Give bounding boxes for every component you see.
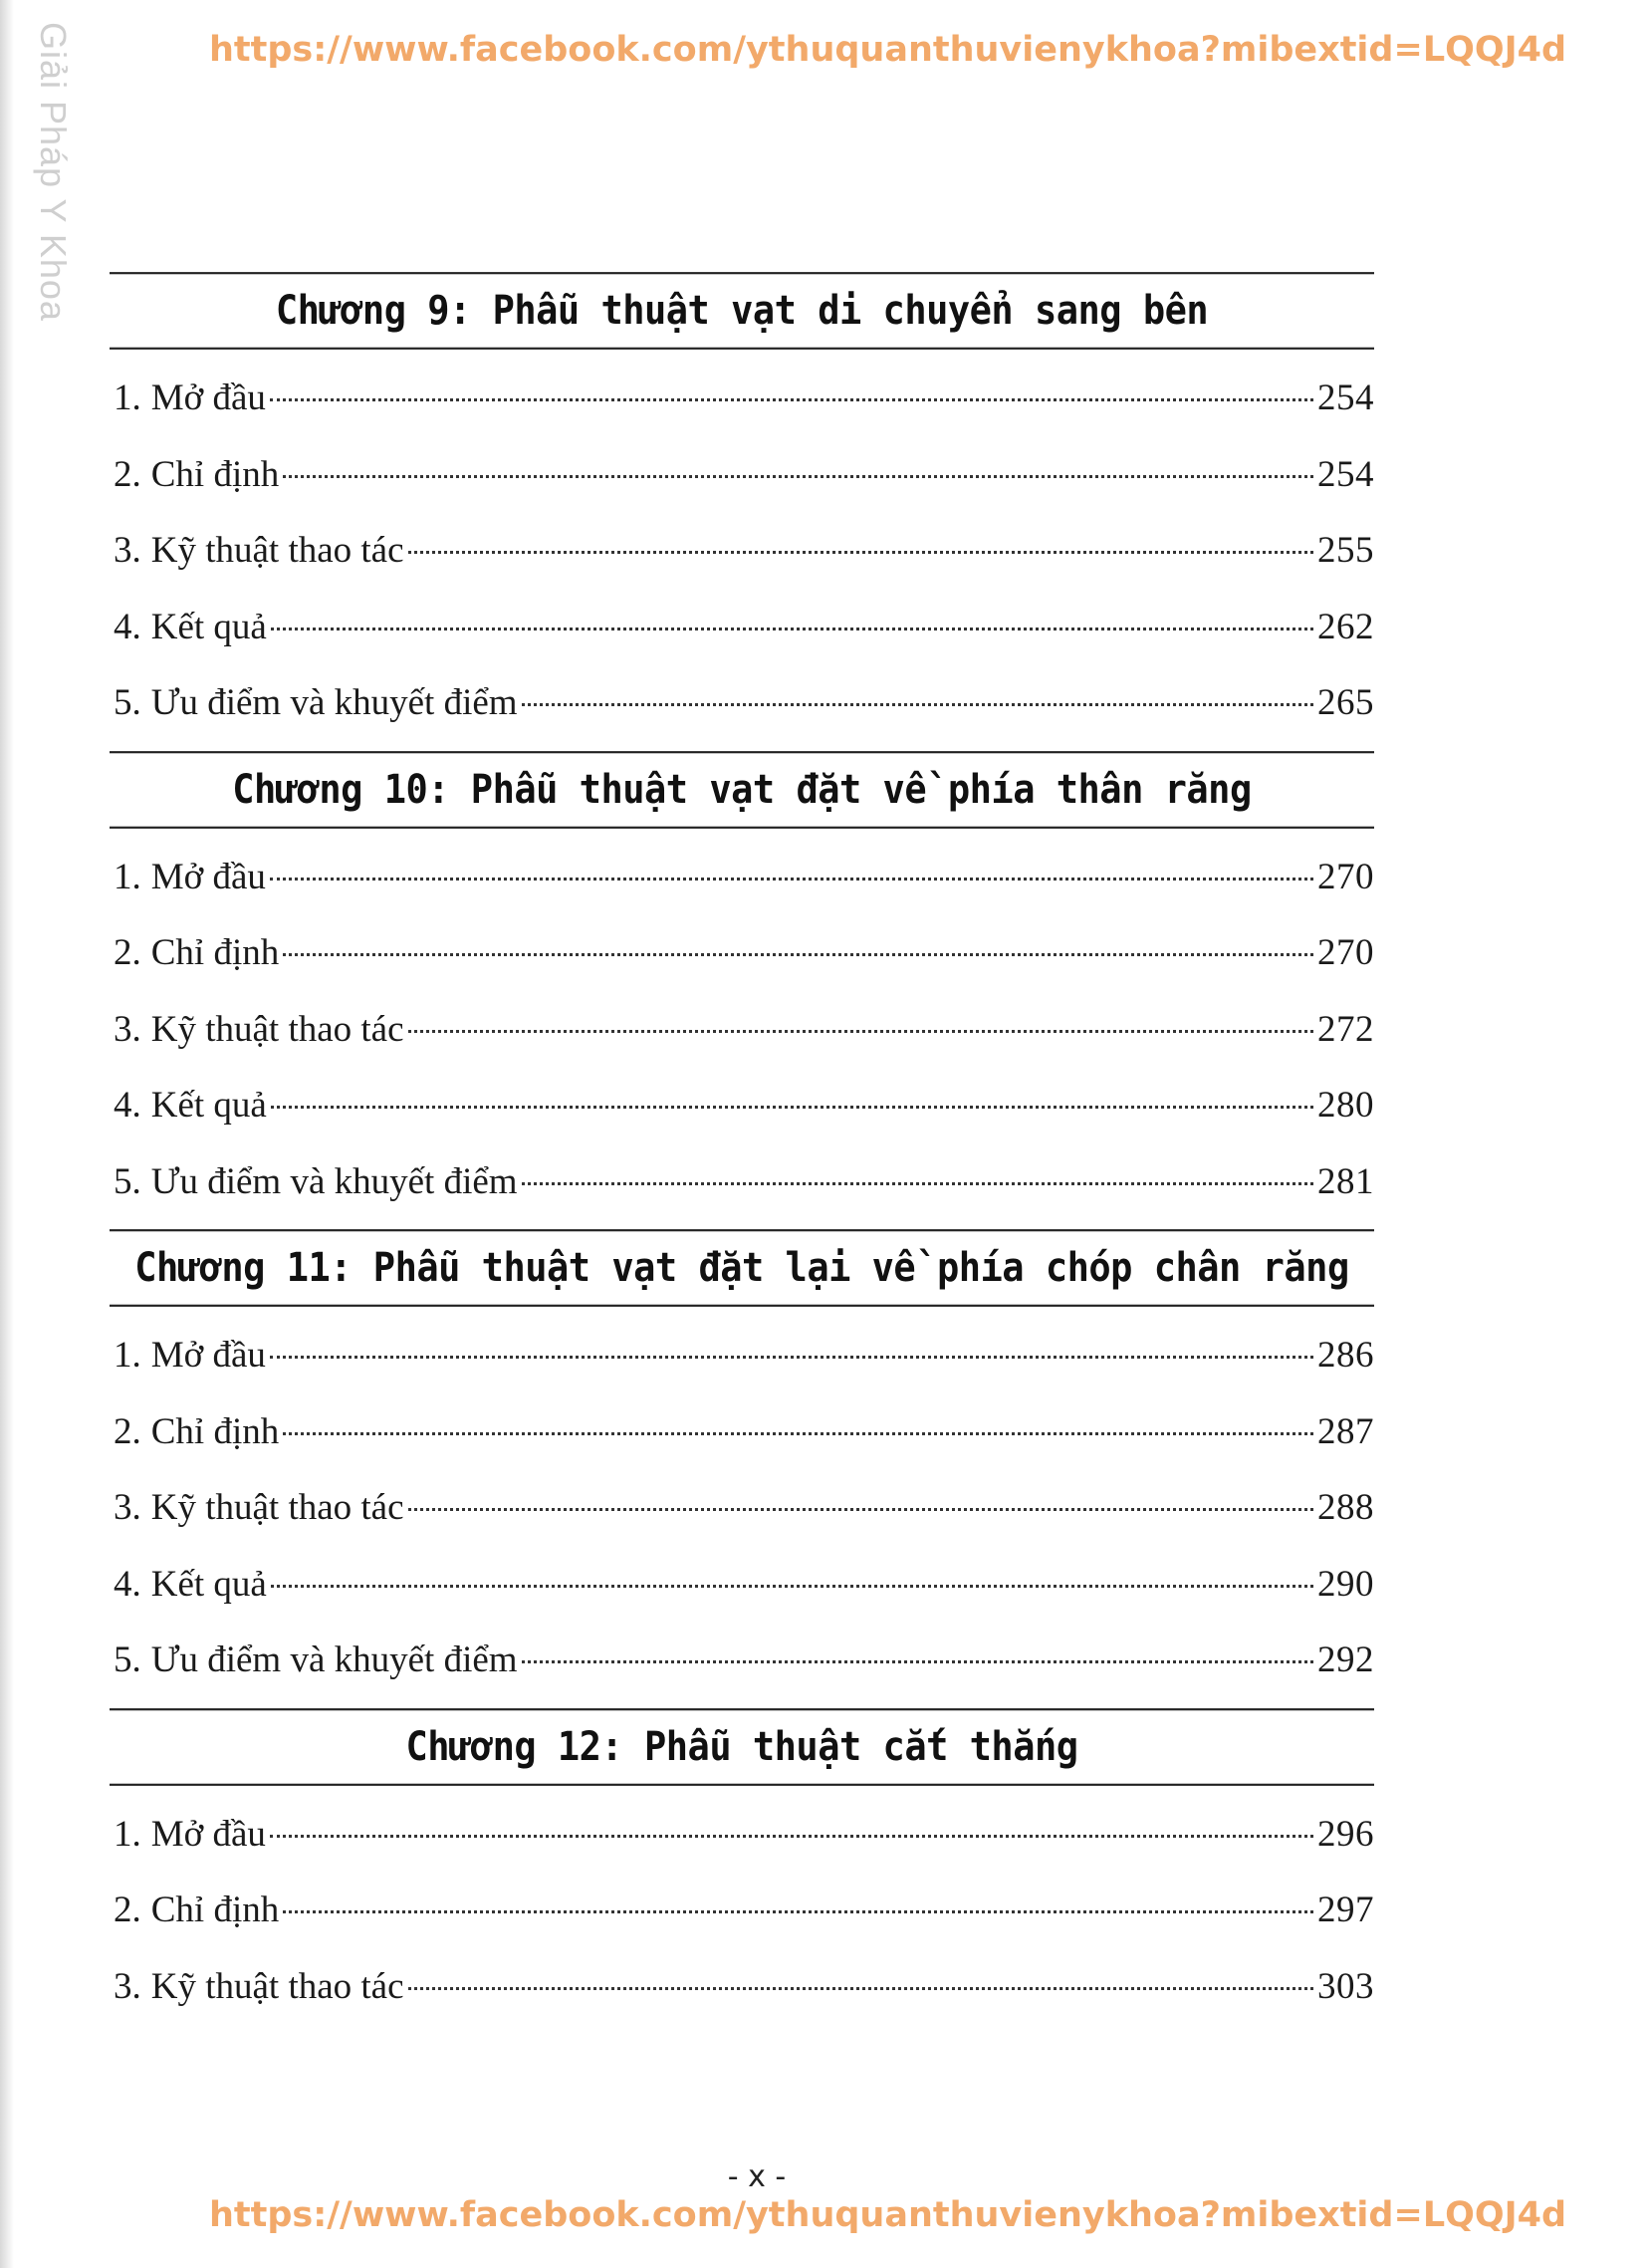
toc-entry[interactable] (110, 992, 1374, 1069)
dot-leader (271, 1106, 1313, 1109)
entry-page-number: 290 (1317, 1563, 1374, 1605)
chapter-entries (110, 1304, 1374, 1711)
toc-entry[interactable] (110, 590, 1374, 666)
dot-leader (283, 1910, 1313, 1913)
toc-entry[interactable] (110, 915, 1374, 992)
dot-leader (408, 551, 1313, 554)
entry-label: Mở đầu (150, 378, 266, 418)
entry-number: 1. (114, 1335, 141, 1376)
toc-entry[interactable] (110, 1623, 1374, 1699)
entry-number: 5. (114, 1639, 141, 1680)
entry-page-number: 281 (1317, 1160, 1374, 1202)
toc-entry[interactable] (110, 1873, 1374, 1949)
entry-label: Kỹ thuật thao tác (150, 1965, 404, 2007)
page-edge-shadow (0, 0, 14, 2268)
dot-leader (270, 1835, 1313, 1838)
entry-label: Chỉ định (150, 932, 280, 973)
dot-leader (270, 1356, 1313, 1359)
toc-entry[interactable] (110, 1470, 1374, 1547)
dot-leader (271, 628, 1313, 630)
entry-label: Chỉ định (150, 1890, 280, 1930)
chapter-11 (110, 1232, 1374, 1711)
entry-page-number: 265 (1317, 682, 1374, 723)
entry-number: 3. (114, 1008, 141, 1050)
entry-number: 4. (114, 1563, 141, 1605)
entry-label: Ưu điểm và khuyết điểm (150, 682, 518, 723)
chapter-title: Chương 9: Phẫu thuật vạt di chuyển sang bên (110, 272, 1374, 350)
watermark-url-bottom[interactable]: https://www.facebook.com/ythuquanthuvienykhoa?mibextid=LQQJ4d (209, 2195, 1567, 2235)
entry-page-number: 292 (1317, 1639, 1374, 1680)
entry-label: Ưu điểm và khuyết điểm (150, 1160, 518, 1202)
entry-number: 4. (114, 606, 141, 647)
chapter-12 (110, 1711, 1374, 2038)
toc-entry[interactable] (110, 665, 1374, 742)
entry-number: 4. (114, 1085, 141, 1126)
dot-leader (271, 1585, 1313, 1588)
entry-page-number: 297 (1317, 1890, 1374, 1930)
page-number: - x - (727, 2159, 787, 2194)
entry-label: Mở đầu (150, 856, 266, 897)
dot-leader (283, 475, 1313, 478)
entry-number: 5. (114, 682, 141, 723)
toc-entry[interactable] (110, 1068, 1374, 1144)
chapter-entries (110, 826, 1374, 1233)
toc-entry[interactable] (110, 840, 1374, 916)
entry-page-number: 272 (1317, 1008, 1374, 1050)
dot-leader (283, 1432, 1313, 1435)
dot-leader (522, 1660, 1313, 1663)
chapter-title: Chương 11: Phẫu thuật vạt đặt lại về phía chóp chân răng (110, 1229, 1374, 1307)
entry-label: Kết quả (150, 606, 267, 647)
entry-page-number: 303 (1317, 1965, 1374, 2007)
entry-page-number: 296 (1317, 1813, 1374, 1855)
entry-number: 2. (114, 932, 141, 973)
entry-page-number: 280 (1317, 1085, 1374, 1126)
watermark-url-top[interactable]: https://www.facebook.com/ythuquanthuvienykhoa?mibextid=LQQJ4d (209, 30, 1567, 70)
entry-page-number: 255 (1317, 530, 1374, 571)
toc-entry[interactable] (110, 1797, 1374, 1874)
toc-entry[interactable] (110, 1547, 1374, 1624)
chapter-entries (110, 1783, 1374, 2038)
entry-label: Mở đầu (150, 1335, 266, 1376)
entry-label: Kỹ thuật thao tác (150, 1008, 404, 1050)
entry-page-number: 254 (1317, 378, 1374, 418)
entry-page-number: 286 (1317, 1335, 1374, 1376)
entry-number: 5. (114, 1160, 141, 1202)
dot-leader (283, 953, 1313, 956)
entry-number: 2. (114, 1410, 141, 1452)
entry-label: Kỹ thuật thao tác (150, 1487, 404, 1528)
entry-label: Kỹ thuật thao tác (150, 530, 404, 571)
dot-leader (408, 1987, 1313, 1990)
chapter-title: Chương 10: Phẫu thuật vạt đặt về phía thân răng (110, 751, 1374, 829)
entry-page-number: 254 (1317, 453, 1374, 495)
entry-number: 3. (114, 1965, 141, 2007)
dot-leader (522, 703, 1313, 706)
entry-number: 1. (114, 378, 141, 418)
entry-label: Mở đầu (150, 1813, 266, 1855)
side-watermark: Giải Pháp Y Khoa (33, 22, 74, 322)
entry-page-number: 287 (1317, 1410, 1374, 1452)
entry-number: 3. (114, 1487, 141, 1528)
entry-page-number: 262 (1317, 606, 1374, 647)
chapter-9 (110, 275, 1374, 754)
entry-label: Kết quả (150, 1085, 267, 1126)
toc-entry[interactable] (110, 1394, 1374, 1471)
dot-leader (270, 398, 1313, 401)
entry-number: 1. (114, 1813, 141, 1855)
chapter-title: Chương 12: Phẫu thuật cắt thắng (110, 1708, 1374, 1786)
toc-entry[interactable] (110, 361, 1374, 437)
toc-entry[interactable] (110, 513, 1374, 590)
entry-number: 2. (114, 1890, 141, 1930)
toc-entry[interactable] (110, 437, 1374, 514)
entry-label: Kết quả (150, 1563, 267, 1605)
dot-leader (270, 878, 1313, 881)
toc-entry[interactable] (110, 1144, 1374, 1221)
entry-page-number: 288 (1317, 1487, 1374, 1528)
entry-page-number: 270 (1317, 932, 1374, 973)
entry-label: Chỉ định (150, 1410, 280, 1452)
entry-number: 3. (114, 530, 141, 571)
entry-label: Ưu điểm và khuyết điểm (150, 1639, 518, 1680)
entry-number: 1. (114, 856, 141, 897)
entry-number: 2. (114, 453, 141, 495)
toc-entry[interactable] (110, 1318, 1374, 1394)
dot-leader (408, 1030, 1313, 1033)
chapter-10 (110, 754, 1374, 1233)
entry-label: Chỉ định (150, 453, 280, 495)
dot-leader (522, 1182, 1313, 1185)
table-of-contents (110, 275, 1374, 2037)
chapter-entries (110, 347, 1374, 754)
dot-leader (408, 1508, 1313, 1511)
entry-page-number: 270 (1317, 856, 1374, 897)
toc-entry[interactable] (110, 1949, 1374, 2026)
